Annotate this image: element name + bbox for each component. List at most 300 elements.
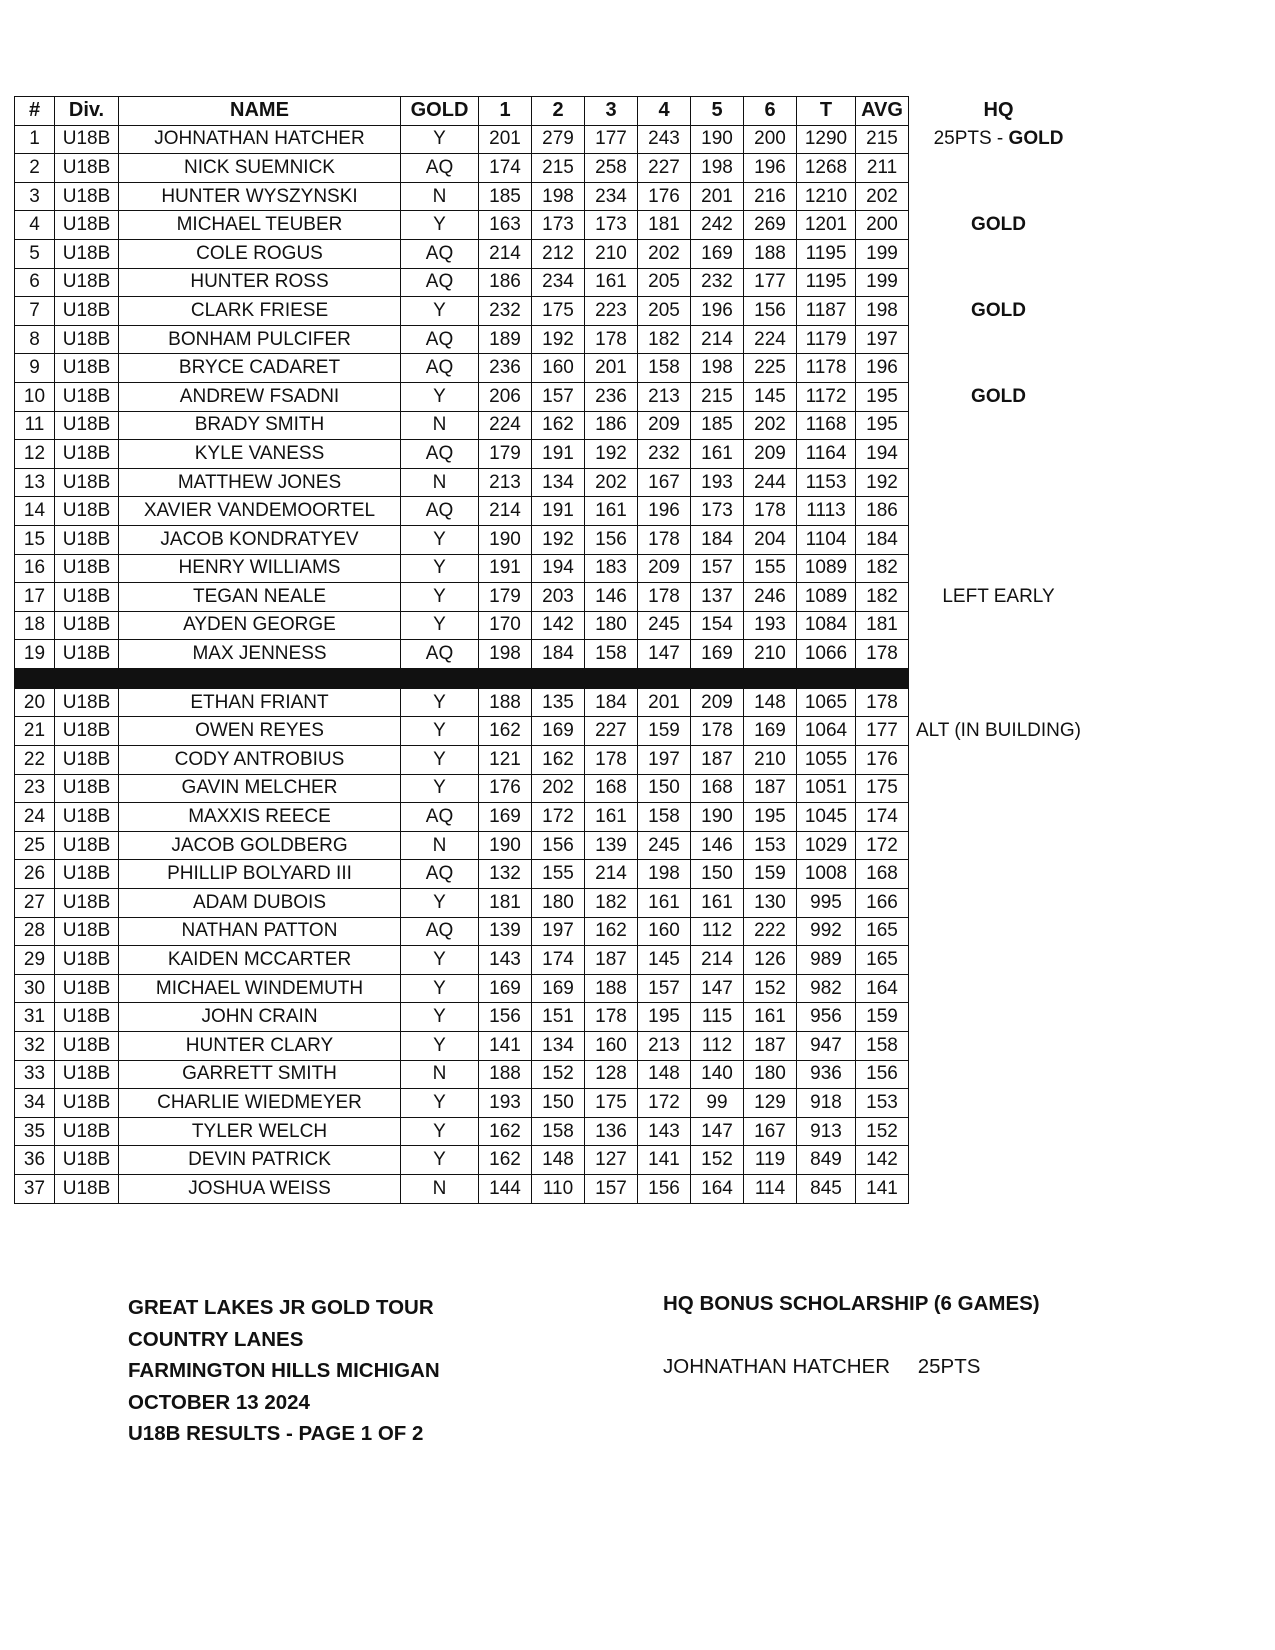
table-row [15,1032,1089,1061]
table-row [15,640,1089,669]
cell-game-6: 200 [744,125,797,154]
cell-avg: 172 [856,831,909,860]
cell-game-3: 234 [585,182,638,211]
cell-game-3: 178 [585,325,638,354]
cell-div: U18B [55,440,119,469]
table-row [15,1174,1089,1203]
cell-gold: Y [401,688,479,717]
cell-rank: 33 [15,1060,55,1089]
cell-name: JOHN CRAIN [119,1003,401,1032]
cell-game-2: 162 [532,411,585,440]
cell-total: 982 [797,974,856,1003]
cell-game-2: 142 [532,611,585,640]
cell-game-1: 190 [479,831,532,860]
cell-hq [909,1032,1089,1061]
cell-hq [909,1089,1089,1118]
table-row [15,239,1089,268]
cell-rank: 19 [15,640,55,669]
cell-total: 1008 [797,860,856,889]
table-row [15,1003,1089,1032]
cell-game-3: 173 [585,211,638,240]
cell-total: 918 [797,1089,856,1118]
divider-cell [55,668,119,688]
divider-cell [856,668,909,688]
cell-avg: 195 [856,411,909,440]
cell-total: 1195 [797,239,856,268]
cell-total: 1153 [797,468,856,497]
event-title: GREAT LAKES JR GOLD TOUR [128,1296,434,1319]
table-row [15,611,1089,640]
col-header-total: T [797,97,856,126]
cell-game-1: 174 [479,154,532,183]
cell-gold: N [401,831,479,860]
cell-game-1: 188 [479,1060,532,1089]
cell-name: CODY ANTROBIUS [119,746,401,775]
cell-game-2: 184 [532,640,585,669]
cell-game-3: 184 [585,688,638,717]
cell-game-3: 223 [585,297,638,326]
cell-gold: AQ [401,268,479,297]
cell-div: U18B [55,746,119,775]
cell-game-2: 198 [532,182,585,211]
cell-rank: 4 [15,211,55,240]
cell-div: U18B [55,525,119,554]
cell-game-2: 234 [532,268,585,297]
cell-game-1: 176 [479,774,532,803]
cell-name: MAXXIS REECE [119,803,401,832]
cell-game-6: 244 [744,468,797,497]
cell-total: 1187 [797,297,856,326]
cell-game-6: 246 [744,583,797,612]
divider-cell [909,668,1089,688]
cell-game-2: 197 [532,917,585,946]
cell-div: U18B [55,497,119,526]
cell-game-1: 143 [479,946,532,975]
cell-total: 1268 [797,154,856,183]
table-row [15,382,1089,411]
results-body [15,125,1089,1203]
cell-rank: 6 [15,268,55,297]
cell-game-1: 156 [479,1003,532,1032]
event-date: OCTOBER 13 2024 [128,1390,310,1414]
cell-game-4: 181 [638,211,691,240]
cell-game-4: 159 [638,717,691,746]
cell-hq [909,946,1089,975]
cell-rank: 21 [15,717,55,746]
cell-div: U18B [55,554,119,583]
cell-avg: 177 [856,717,909,746]
table-row [15,1060,1089,1089]
cell-gold: Y [401,382,479,411]
cell-total: 936 [797,1060,856,1089]
cell-gold: Y [401,717,479,746]
table-row [15,525,1089,554]
cell-game-1: 185 [479,182,532,211]
cell-hq [909,746,1089,775]
cell-div: U18B [55,917,119,946]
cell-game-6: 202 [744,411,797,440]
cell-game-4: 205 [638,268,691,297]
cell-game-1: 121 [479,746,532,775]
cell-avg: 165 [856,946,909,975]
table-row [15,974,1089,1003]
cell-total: 1055 [797,746,856,775]
cell-game-2: 173 [532,211,585,240]
scholarship-name: JOHNATHAN HATCHER [663,1355,891,1378]
cell-div: U18B [55,297,119,326]
cell-gold: N [401,1060,479,1089]
cell-game-5: 112 [691,1032,744,1061]
cell-game-5: 168 [691,774,744,803]
table-row [15,860,1089,889]
cell-rank: 1 [15,125,55,154]
cell-game-5: 161 [691,889,744,918]
cell-game-6: 169 [744,717,797,746]
cell-gold: Y [401,1117,479,1146]
cell-total: 1065 [797,688,856,717]
cell-div: U18B [55,640,119,669]
cell-game-3: 161 [585,497,638,526]
cell-game-5: 137 [691,583,744,612]
cell-game-5: 169 [691,640,744,669]
col-header-game-1: 1 [479,97,532,126]
cell-gold: Y [401,774,479,803]
cell-gold: Y [401,1003,479,1032]
cell-hq [909,125,1089,154]
cell-game-2: 192 [532,525,585,554]
cell-hq [909,182,1089,211]
cell-hq [909,468,1089,497]
cell-game-6: 177 [744,268,797,297]
cell-game-1: 206 [479,382,532,411]
cell-rank: 20 [15,688,55,717]
cell-hq [909,1003,1089,1032]
cell-game-1: 162 [479,717,532,746]
cell-game-4: 145 [638,946,691,975]
cell-gold: Y [401,611,479,640]
cell-hq [909,974,1089,1003]
cell-name: ETHAN FRIANT [119,688,401,717]
cell-name: BRYCE CADARET [119,354,401,383]
cell-game-4: 158 [638,354,691,383]
cell-hq [909,411,1089,440]
table-row [15,440,1089,469]
table-row [15,746,1089,775]
cell-hq [909,803,1089,832]
cell-game-3: 168 [585,774,638,803]
cell-game-2: 151 [532,1003,585,1032]
cell-name: BRADY SMITH [119,411,401,440]
col-header-hq: HQ [983,99,1014,122]
cell-gold: Y [401,1146,479,1175]
cell-gold: Y [401,525,479,554]
cell-div: U18B [55,717,119,746]
scholarship-title: HQ BONUS SCHOLARSHIP (6 GAMES) [663,1292,1040,1315]
cell-name: HUNTER WYSZYNSKI [119,182,401,211]
cell-game-5: 185 [691,411,744,440]
cell-hq [909,1117,1089,1146]
cell-gold: AQ [401,154,479,183]
cell-gold: Y [401,1032,479,1061]
cell-gold: Y [401,125,479,154]
cell-avg: 192 [856,468,909,497]
cell-gold: AQ [401,354,479,383]
cell-game-6: 210 [744,746,797,775]
table-row [15,468,1089,497]
cell-gold: N [401,1174,479,1203]
table-row [15,831,1089,860]
cell-game-5: 154 [691,611,744,640]
cell-game-1: 224 [479,411,532,440]
cell-rank: 24 [15,803,55,832]
cell-game-4: 202 [638,239,691,268]
cell-game-6: 178 [744,497,797,526]
cell-avg: 152 [856,1117,909,1146]
cell-avg: 176 [856,746,909,775]
cell-gold: AQ [401,239,479,268]
cell-hq [909,497,1089,526]
hq-gold-flag: GOLD [971,214,1026,236]
cell-rank: 3 [15,182,55,211]
cell-avg: 164 [856,974,909,1003]
cell-total: 1210 [797,182,856,211]
cell-name: NATHAN PATTON [119,917,401,946]
cell-div: U18B [55,239,119,268]
table-row [15,889,1089,918]
cell-game-1: 201 [479,125,532,154]
cell-game-3: 158 [585,640,638,669]
cell-rank: 29 [15,946,55,975]
results-table [14,96,1089,1204]
cell-total: 1051 [797,774,856,803]
cell-game-4: 148 [638,1060,691,1089]
cell-div: U18B [55,1060,119,1089]
cell-game-6: 148 [744,688,797,717]
cell-hq [909,831,1089,860]
cell-game-6: 204 [744,525,797,554]
cell-game-1: 186 [479,268,532,297]
cell-total: 1089 [797,583,856,612]
cell-game-5: 152 [691,1146,744,1175]
cell-game-6: 216 [744,182,797,211]
cell-game-2: 110 [532,1174,585,1203]
cell-hq [909,440,1089,469]
cell-rank: 18 [15,611,55,640]
cell-game-3: 178 [585,746,638,775]
col-header-game-6: 6 [744,97,797,126]
cell-game-5: 215 [691,382,744,411]
cell-rank: 34 [15,1089,55,1118]
cell-game-4: 198 [638,860,691,889]
cell-game-6: 126 [744,946,797,975]
cell-gold: AQ [401,803,479,832]
cell-hq [909,239,1089,268]
cell-game-1: 132 [479,860,532,889]
cell-avg: 184 [856,525,909,554]
cell-div: U18B [55,268,119,297]
col-header-avg: AVG [856,97,909,126]
cell-game-2: 157 [532,382,585,411]
cell-avg: 195 [856,382,909,411]
cell-gold: Y [401,1089,479,1118]
cell-avg: 165 [856,917,909,946]
cell-rank: 11 [15,411,55,440]
divider-cell [479,668,532,688]
cell-div: U18B [55,831,119,860]
cell-game-5: 214 [691,325,744,354]
cell-avg: 215 [856,125,909,154]
cell-rank: 26 [15,860,55,889]
cell-avg: 181 [856,611,909,640]
cell-rank: 12 [15,440,55,469]
cell-div: U18B [55,211,119,240]
cell-name: MATTHEW JONES [119,468,401,497]
cell-game-4: 172 [638,1089,691,1118]
cell-game-5: 115 [691,1003,744,1032]
cell-rank: 8 [15,325,55,354]
cell-avg: 199 [856,239,909,268]
cell-div: U18B [55,325,119,354]
cell-hq [909,1174,1089,1203]
cell-game-2: 134 [532,468,585,497]
cell-hq [909,640,1089,669]
table-row [15,297,1089,326]
cell-game-4: 141 [638,1146,691,1175]
cell-avg: 166 [856,889,909,918]
cell-game-3: 177 [585,125,638,154]
cell-rank: 32 [15,1032,55,1061]
cell-total: 845 [797,1174,856,1203]
cell-game-2: 194 [532,554,585,583]
cell-game-4: 147 [638,640,691,669]
hq-note: ALT (IN BUILDING) [915,720,1082,742]
cell-name: KAIDEN MCCARTER [119,946,401,975]
cell-game-6: 187 [744,1032,797,1061]
cell-game-5: 214 [691,946,744,975]
cell-name: HUNTER CLARY [119,1032,401,1061]
col-header-game-3: 3 [585,97,638,126]
cell-game-6: 180 [744,1060,797,1089]
cell-total: 1168 [797,411,856,440]
cell-rank: 31 [15,1003,55,1032]
cell-game-4: 157 [638,974,691,1003]
cell-avg: 182 [856,554,909,583]
cell-game-4: 232 [638,440,691,469]
cell-game-2: 135 [532,688,585,717]
cell-game-5: 99 [691,1089,744,1118]
divider-cell [401,668,479,688]
cell-game-2: 175 [532,297,585,326]
cell-game-6: 224 [744,325,797,354]
cell-game-5: 140 [691,1060,744,1089]
divider-cell [15,668,55,688]
cell-div: U18B [55,774,119,803]
cell-game-4: 213 [638,1032,691,1061]
cell-gold: Y [401,889,479,918]
cell-gold: Y [401,946,479,975]
cell-name: CLARK FRIESE [119,297,401,326]
cell-div: U18B [55,1032,119,1061]
table-row [15,411,1089,440]
cell-name: JACOB GOLDBERG [119,831,401,860]
event-venue: COUNTRY LANES [128,1327,304,1351]
cell-hq [909,917,1089,946]
cell-game-3: 146 [585,583,638,612]
cell-game-4: 196 [638,497,691,526]
cell-name: MICHAEL TEUBER [119,211,401,240]
scholarship-winner [663,1355,980,1379]
cell-avg: 156 [856,1060,909,1089]
cell-game-6: 161 [744,1003,797,1032]
cell-game-3: 161 [585,803,638,832]
cell-rank: 17 [15,583,55,612]
cell-game-1: 162 [479,1146,532,1175]
scholarship-points: 25PTS [917,1355,981,1378]
cell-hq [909,382,1089,411]
table-row [15,717,1089,746]
cell-game-5: 190 [691,125,744,154]
cell-game-6: 209 [744,440,797,469]
cell-rank: 30 [15,974,55,1003]
cell-avg: 197 [856,325,909,354]
cell-game-2: 162 [532,746,585,775]
cell-game-6: 114 [744,1174,797,1203]
cell-game-3: 156 [585,525,638,554]
cell-rank: 36 [15,1146,55,1175]
divider-cell [532,668,585,688]
cell-game-4: 150 [638,774,691,803]
cell-game-5: 147 [691,974,744,1003]
cell-gold: N [401,411,479,440]
cell-game-6: 152 [744,974,797,1003]
hq-note: LEFT EARLY [942,585,1055,607]
cell-hq [909,1146,1089,1175]
header-row [15,97,1089,126]
divider-cell [119,668,401,688]
cell-avg: 142 [856,1146,909,1175]
cell-avg: 199 [856,268,909,297]
table-row [15,1146,1089,1175]
cell-div: U18B [55,1174,119,1203]
cell-game-2: 180 [532,889,585,918]
cell-hq [909,583,1089,612]
cell-avg: 186 [856,497,909,526]
cell-game-5: 147 [691,1117,744,1146]
cell-game-1: 189 [479,325,532,354]
cell-total: 956 [797,1003,856,1032]
cell-game-3: 188 [585,974,638,1003]
table-row [15,1089,1089,1118]
cell-game-1: 236 [479,354,532,383]
cell-name: PHILLIP BOLYARD III [119,860,401,889]
cell-avg: 158 [856,1032,909,1061]
cell-gold: N [401,468,479,497]
divider-cell [744,668,797,688]
cell-game-1: 141 [479,1032,532,1061]
cell-game-5: 190 [691,803,744,832]
cell-game-2: 148 [532,1146,585,1175]
cell-gold: AQ [401,440,479,469]
cell-game-6: 193 [744,611,797,640]
cell-game-5: 198 [691,354,744,383]
cell-avg: 168 [856,860,909,889]
cell-game-2: 215 [532,154,585,183]
cell-rank: 35 [15,1117,55,1146]
cell-avg: 178 [856,688,909,717]
cell-div: U18B [55,1003,119,1032]
cell-total: 1066 [797,640,856,669]
cell-game-4: 245 [638,831,691,860]
